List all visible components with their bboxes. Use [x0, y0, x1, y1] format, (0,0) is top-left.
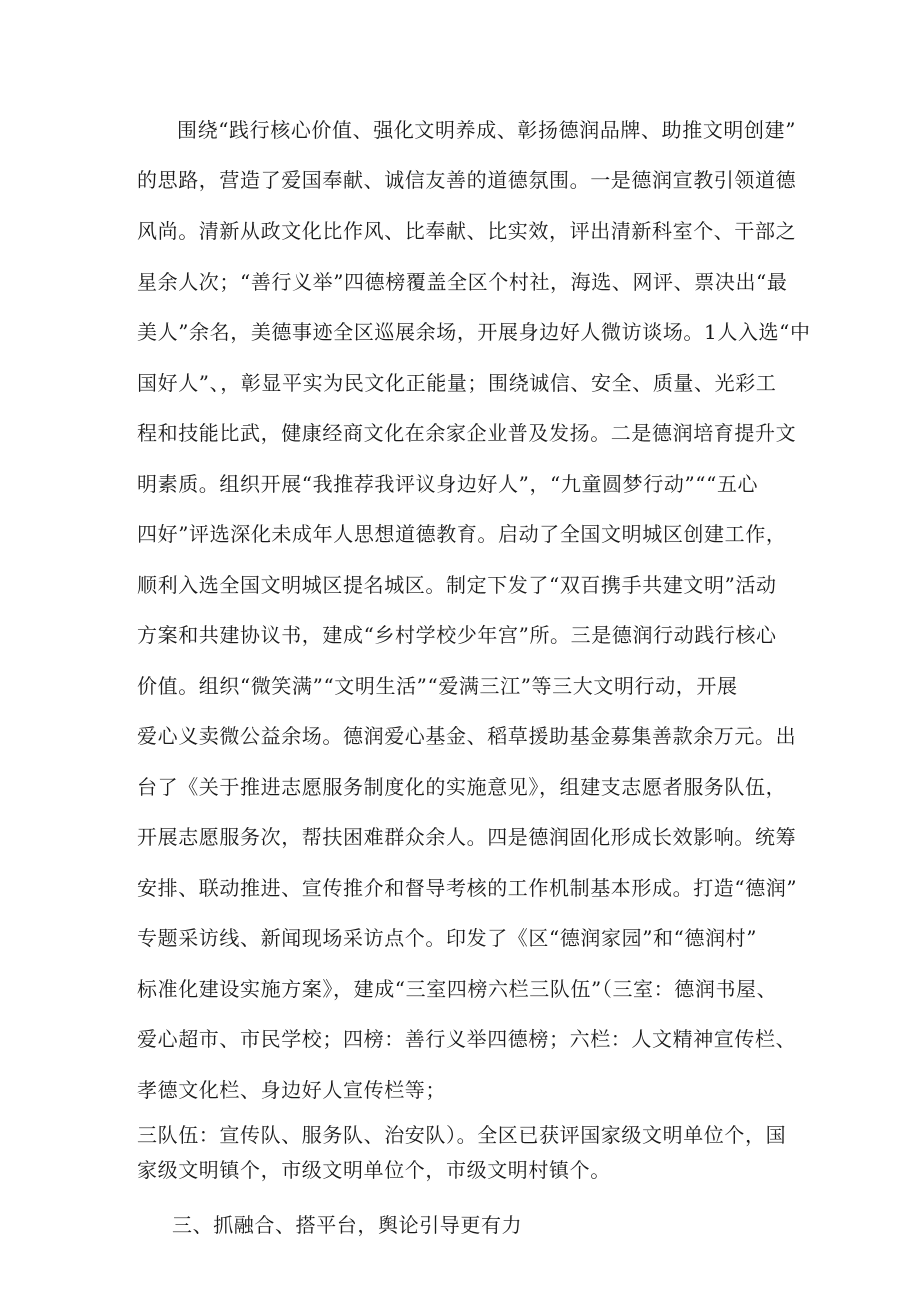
paragraph-line: 程和技能比武，健康经商文化在余家企业普及发扬。二是德润培育提升文: [137, 421, 797, 445]
paragraph-line: 爱心超市、市民学校；四榜：善行义举四德榜；六栏：人文精神宣传栏、: [137, 1027, 797, 1051]
paragraph-line: 方案和共建协议书，建成“乡村学校少年宫”所。三是德润行动践行核心: [137, 623, 777, 647]
paragraph-line: 四好”评选深化未成年人思想道德教育。启动了全国文明城区创建工作，: [137, 522, 787, 546]
paragraph-line: 国好人”、，彰显平实为民文化正能量；围绕诚信、安全、质量、光彩工: [137, 371, 777, 395]
paragraph-line: 明素质。组织开展“我推荐我评议身边好人”，“九童圆梦行动”““五心: [137, 472, 759, 496]
paragraph-line: 开展志愿服务次，帮扶困难群众余人。四是德润固化形成长效影响。统筹: [137, 825, 797, 849]
paragraph-line: 的思路，营造了爱国奉献、诚信友善的道德氛围。一是德润宣教引领道德: [137, 168, 797, 192]
paragraph-line: 围绕“践行核心价值、强化文明养成、彰扬德润品牌、助推文明创建”: [177, 118, 797, 142]
paragraph-line: 风尚。清新从政文化比作风、比奉献、比实效，评出清新科室个、干部之: [137, 219, 797, 243]
paragraph-line: 顺利入选全国文明城区提名城区。制定下发了“双百携手共建文明”活动: [137, 573, 777, 597]
paragraph-line: 专题采访线、新闻现场采访点个。印发了《区“德润家园”和“德润村”: [137, 926, 758, 950]
paragraph-line: 美人”余名，美德事迹全区巡展余场，开展身边好人微访谈场。1人入选“中: [137, 320, 811, 344]
paragraph-line: 安排、联动推进、宣传推介和督导考核的工作机制基本形成。打造“德润”: [137, 876, 798, 900]
paragraph-line: 标准化建设实施方案》，建成“三室四榜六栏三队伍”（三室：德润书屋、: [137, 977, 778, 1001]
paragraph-line: 孝德文化栏、身边好人宣传栏等；: [137, 1078, 446, 1102]
paragraph-line: 价值。组织“微笑满”“文明生活”“爱满三江”等三大文明行动，开展: [137, 674, 738, 698]
paragraph-line: 家级文明镇个，市级文明单位个，市级文明村镇个。: [137, 1158, 611, 1182]
paragraph-line: 三队伍：宣传队、服务队、治安队）。全区已获评国家级文明单位个，国: [137, 1123, 787, 1147]
paragraph-line: 星余人次；“善行义举”四德榜覆盖全区个村社，海选、网评、票决出“最: [137, 270, 788, 294]
section-heading: 三、抓融合、搭平台，舆论引导更有力: [172, 1213, 523, 1237]
paragraph-line: 爱心义卖微公益余场。德润爱心基金、稻草援助基金募集善款余万元。出: [137, 724, 797, 748]
paragraph-line: 台了《关于推进志愿服务制度化的实施意见》，组建支志愿者服务队伍，: [137, 775, 787, 799]
